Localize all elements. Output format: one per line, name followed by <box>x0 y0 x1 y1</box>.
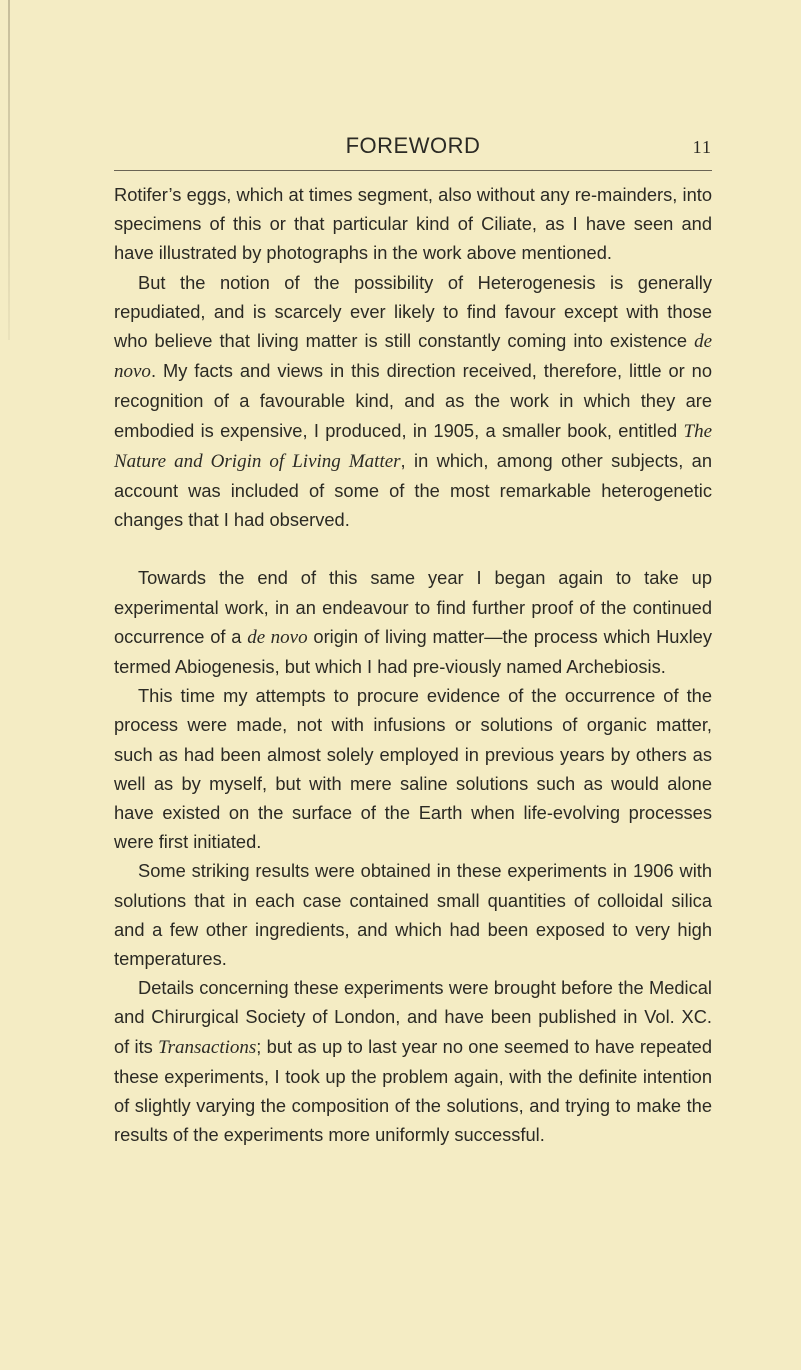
italic-de-novo-2: de novo <box>247 626 308 648</box>
paragraph-6 <box>114 973 712 1149</box>
body-text <box>114 180 712 1150</box>
paragraph-4 <box>114 681 712 856</box>
paragraph-3-text-a: Towards the end of this same year I began again to take up experimental work, in an endeavour to find further proof of the continued occurrence of a <box>114 567 712 647</box>
paragraph-2-text-a: But the notion of the possibility of Heterogenesis is generally repudiated, and is scarcely ever likely to find favour except with those who believe that living matter is still constantly coming into existence <box>114 271 712 352</box>
page-header <box>114 133 712 163</box>
paragraph-6-text-b: ; but as up to last year no one seemed to have repeated these experiments, I took up the problem again, with the definite intention of slightly varying the composition of the solutions, and trying to make the results of the experiments more uniformly successful. <box>114 1035 712 1146</box>
running-head: FOREWORD <box>345 133 481 158</box>
paragraph-3-text-b: origin of living matter—the process which Huxley termed Abiogenesis, but which I had pre-viously named Archebiosis. <box>114 625 712 678</box>
paragraph-5-text: Some striking results were obtained in these experiments in 1906 with solutions that in each case contained small quantities of colloidal silica and a few other ingredients, and which had been exposed to very high temperatures. <box>114 860 712 970</box>
paragraph-2 <box>114 268 712 535</box>
paragraph-3 <box>114 563 712 681</box>
paragraph-1 <box>114 180 712 268</box>
page-number: 11 <box>692 137 712 157</box>
paragraph-1-text: Rotifer’s eggs, which at times segment, also without any re-mainders, into specimens of this or that particular kind of Ciliate, as I have seen and have illustrated by photographs in the work above mentioned. <box>114 184 712 264</box>
page-binding-edge <box>8 0 10 340</box>
italic-transactions: Transactions <box>158 1036 257 1058</box>
paragraph-5 <box>114 856 712 973</box>
paragraph-2-text-b: . My facts and views in this direction received, therefore, little or no recognition of a favourable kind, and as the work in which they are embodied is expensive, I produced, in 1905, a smaller book, entitled <box>114 360 712 441</box>
paragraph-6-text-a: Details concerning these experiments were brought before the Medical and Chirurgical Society of London, and have been published in Vol. XC. of its <box>114 977 712 1057</box>
header-rule <box>114 170 712 171</box>
italic-book-title: The Nature and Origin of Living Matter <box>114 420 712 472</box>
italic-de-novo: de novo <box>114 331 712 383</box>
paragraph-4-text: This time my attempts to procure evidence of the occurrence of the process were made, not with infusions or solutions of organic matter, such as had been almost solely employed in previous years by others as well as by myself, but with mere saline solutions such as would alone have existed on the surface of the Earth when life-evolving processes were first initiated. <box>114 685 712 853</box>
paragraph-2-text-c: , in which, among other subjects, an account was included of some of the most remarkable heterogenetic changes that I had observed. <box>114 449 712 531</box>
